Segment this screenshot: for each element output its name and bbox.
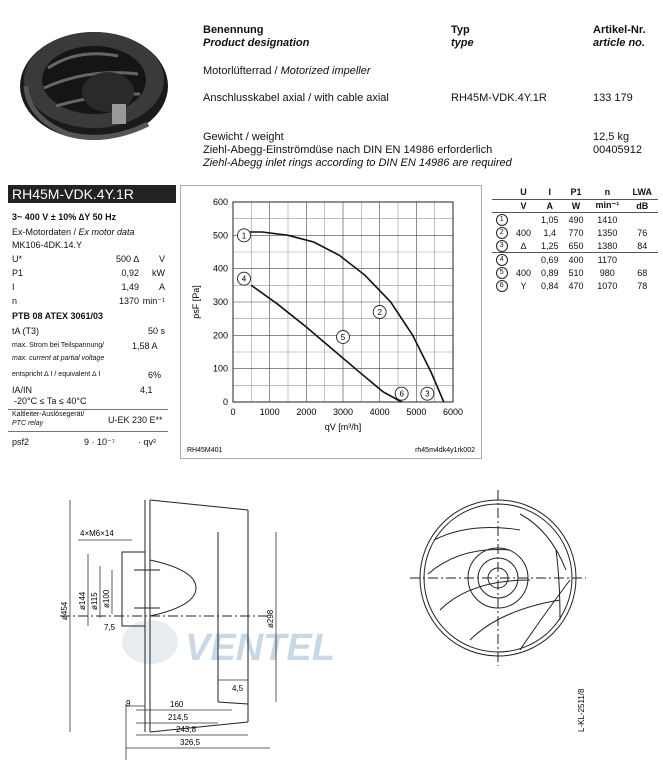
table-cell xyxy=(626,213,658,227)
drawing-number: L-KL-2511/8 xyxy=(577,688,586,732)
x-tick-label: 2000 xyxy=(296,407,317,417)
cable-description: Anschlusskabel axial / with cable axial xyxy=(203,92,389,104)
table-cell xyxy=(492,279,511,292)
y-tick-label: 100 xyxy=(212,363,228,374)
table-cell: 0,69 xyxy=(536,253,564,267)
table-cell: 470 xyxy=(568,280,584,291)
table-cell: ∆ xyxy=(520,240,527,251)
table-cell xyxy=(492,239,511,253)
header-designation-en: Product designation xyxy=(203,37,310,49)
motor-data-label: Ex-Motordaten / Ex motor data xyxy=(12,227,135,237)
curve-marker-label: 5 xyxy=(340,333,346,342)
model-banner: RH45M-VDK.4Y.1R xyxy=(8,185,176,203)
dim-243-8: 243,8 xyxy=(176,725,197,734)
fan-curve-chart xyxy=(180,185,482,459)
curve-number-marker: 1 xyxy=(496,214,508,226)
table-cell: 1350 xyxy=(597,227,618,238)
table-cell: 1,05 xyxy=(536,213,564,227)
x-tick-label: 5000 xyxy=(406,407,427,417)
table-cell xyxy=(492,186,511,199)
table-cell xyxy=(492,226,511,239)
x-tick-label: 3000 xyxy=(332,407,354,417)
dim-214-5: 214,5 xyxy=(168,713,189,722)
table-cell: 980 xyxy=(599,267,615,278)
table-cell: V xyxy=(511,199,535,213)
relay-value: U-EK 230 E** xyxy=(108,415,163,425)
dim-7-5: 7,5 xyxy=(104,623,116,632)
table-cell xyxy=(492,266,511,279)
dim-4-5: 4,5 xyxy=(232,684,244,693)
max-current-value: 1,58 A xyxy=(132,341,158,351)
weight-value: 12,5 kg xyxy=(593,131,630,143)
table-cell: 770 xyxy=(568,227,584,238)
inlet-ring-en: Ziehl-Abegg inlet rings according to DIN EN 14986 are required xyxy=(203,157,512,169)
thread-label: 4×M6×14 xyxy=(80,529,114,538)
dim-115: ø115 xyxy=(90,592,99,610)
curve-number-marker: 6 xyxy=(496,280,508,292)
curve-marker-label: 6 xyxy=(399,389,404,399)
table-cell: 400 xyxy=(515,227,531,238)
chart-svg xyxy=(181,186,481,458)
y-axis-label: psF [Pa] xyxy=(191,285,201,319)
psf-unit: · qv² xyxy=(138,437,156,447)
article-number: 133 179 xyxy=(593,92,633,104)
dim-454: ø454 xyxy=(60,601,69,620)
dim-144: ø144 xyxy=(78,591,87,610)
inlet-ring-de: Ziehl-Abegg-Einströmdüse nach DIN EN 14986 erforderlich xyxy=(203,144,493,156)
table-cell: 76 xyxy=(637,227,648,238)
y-tick-label: 400 xyxy=(212,263,228,274)
front-view xyxy=(410,490,586,666)
product-description: Motorlüfterrad / Motorized impeller xyxy=(203,65,371,77)
weight-label: Gewicht / weight xyxy=(203,131,284,143)
x-tick-label: 0 xyxy=(230,407,236,417)
y-tick-label: 200 xyxy=(212,330,228,341)
dim-9: 9 xyxy=(126,699,131,708)
max-current-en: max. current at partial voltage xyxy=(12,355,105,362)
divider xyxy=(8,409,168,410)
table-cell: 400 xyxy=(515,267,531,278)
table-cell xyxy=(511,213,535,227)
table-cell: min⁻¹ xyxy=(588,199,626,213)
table-cell: W xyxy=(564,199,588,213)
x-tick-label: 6000 xyxy=(442,407,464,417)
table-cell: n xyxy=(604,187,611,198)
motor-type: MK106-4DK.14.Y xyxy=(12,240,83,250)
table-cell xyxy=(626,253,658,267)
header-article-en: article no. xyxy=(593,37,645,49)
curve-marker-label: 4 xyxy=(241,274,247,284)
header-type-de: Typ xyxy=(451,24,470,36)
curve-marker-label: 2 xyxy=(377,308,382,317)
table-cell: 400 xyxy=(564,253,588,267)
table-cell: 1380 xyxy=(597,240,618,251)
y-tick-label: 500 xyxy=(212,230,228,241)
ptb-certificate: PTB 08 ATEX 3061/03 xyxy=(12,311,104,321)
table-cell: 1070 xyxy=(597,280,618,291)
table-cell: 1,25 xyxy=(540,240,559,251)
table-row xyxy=(492,213,658,227)
table-cell: P1 xyxy=(570,187,582,198)
table-row xyxy=(492,266,658,279)
chart-footer-right: rh45m4dk4y1rk002 xyxy=(415,447,475,454)
dim-298: ø298 xyxy=(266,609,275,628)
supply-voltage: 3~ 400 V ± 10% ∆Y 50 Hz xyxy=(12,212,117,222)
watermark-text: VENTEL xyxy=(185,627,335,669)
table-cell: A xyxy=(536,199,564,213)
relay-de: Kaltleiter-Auslösegerät/ xyxy=(12,411,85,418)
table-header-row xyxy=(492,186,658,199)
table-cell: I xyxy=(548,187,552,198)
x-axis-label: qV [m³/h] xyxy=(324,422,362,432)
curve-number-marker: 4 xyxy=(496,254,508,266)
y-tick-label: 0 xyxy=(222,397,228,407)
table-cell: 68 xyxy=(637,267,648,278)
curve-marker-label: 3 xyxy=(425,389,430,399)
header-designation-de: Benennung xyxy=(203,24,264,36)
curve-number-marker: 3 xyxy=(496,240,508,252)
divider xyxy=(8,431,168,432)
table-cell: 650 xyxy=(568,240,584,251)
curve-marker-label: 1 xyxy=(241,231,247,241)
y-tick-label: 300 xyxy=(212,297,228,307)
chart-footer-left: RH45M401 xyxy=(187,447,223,454)
table-cell: Y xyxy=(520,280,527,291)
series-line-1 xyxy=(246,232,444,402)
curve-number-marker: 5 xyxy=(496,267,508,279)
table-cell xyxy=(492,253,511,267)
equivalent-value: 6% xyxy=(148,370,162,380)
equivalent-label: entspricht ∆ I / equivalent ∆ I xyxy=(12,371,101,378)
y-tick-label: 600 xyxy=(212,197,228,207)
table-cell: dB xyxy=(626,199,658,213)
max-current-de: max. Strom bei Teilspannung/ xyxy=(12,342,105,349)
psf-label: psf2 xyxy=(12,437,30,447)
table-row xyxy=(492,239,658,253)
table-cell: 490 xyxy=(564,213,588,227)
table-cell: 84 xyxy=(637,240,648,251)
product-photo xyxy=(8,8,168,168)
table-cell: 510 xyxy=(568,267,584,278)
table-row xyxy=(492,279,658,292)
table-cell: 1170 xyxy=(588,253,626,267)
table-cell xyxy=(511,253,535,267)
curve-number-marker: 2 xyxy=(496,227,508,239)
table-cell: LWA xyxy=(632,187,652,198)
table-cell xyxy=(492,213,511,227)
psf-value: 9 · 10⁻⁷ xyxy=(84,437,116,447)
table-cell: 78 xyxy=(637,280,648,291)
table-units-row xyxy=(492,199,658,213)
x-tick-label: 1000 xyxy=(259,407,280,417)
table-cell: 1,4 xyxy=(543,227,557,238)
temperature-range: -20°C ≤ Ta ≤ 40°C xyxy=(14,396,87,406)
table-cell: 1410 xyxy=(588,213,626,227)
ratio-label: IA/IN xyxy=(12,385,33,395)
product-type: RH45M-VDK.4Y.1R xyxy=(451,92,547,104)
dim-100: ø100 xyxy=(102,589,111,608)
table-cell: 0,89 xyxy=(540,267,559,278)
table-row xyxy=(492,226,658,239)
table-cell: 0,84 xyxy=(540,280,559,291)
table-row xyxy=(492,253,658,267)
performance-table xyxy=(492,186,658,292)
table-cell: U xyxy=(520,187,527,198)
dim-326-5: 326,5 xyxy=(180,738,201,747)
header-type-en: type xyxy=(451,37,474,49)
relay-en: PTC relay xyxy=(12,420,44,427)
inlet-ring-article: 00405912 xyxy=(593,144,642,156)
x-tick-label: 4000 xyxy=(369,407,390,417)
dim-160: 160 xyxy=(170,700,184,709)
header-article-de: Artikel-Nr. xyxy=(593,24,646,36)
technical-drawing xyxy=(0,470,663,768)
table-cell xyxy=(492,199,511,213)
series-line-4 xyxy=(251,285,401,402)
ratio-value: 4,1 xyxy=(140,385,153,395)
